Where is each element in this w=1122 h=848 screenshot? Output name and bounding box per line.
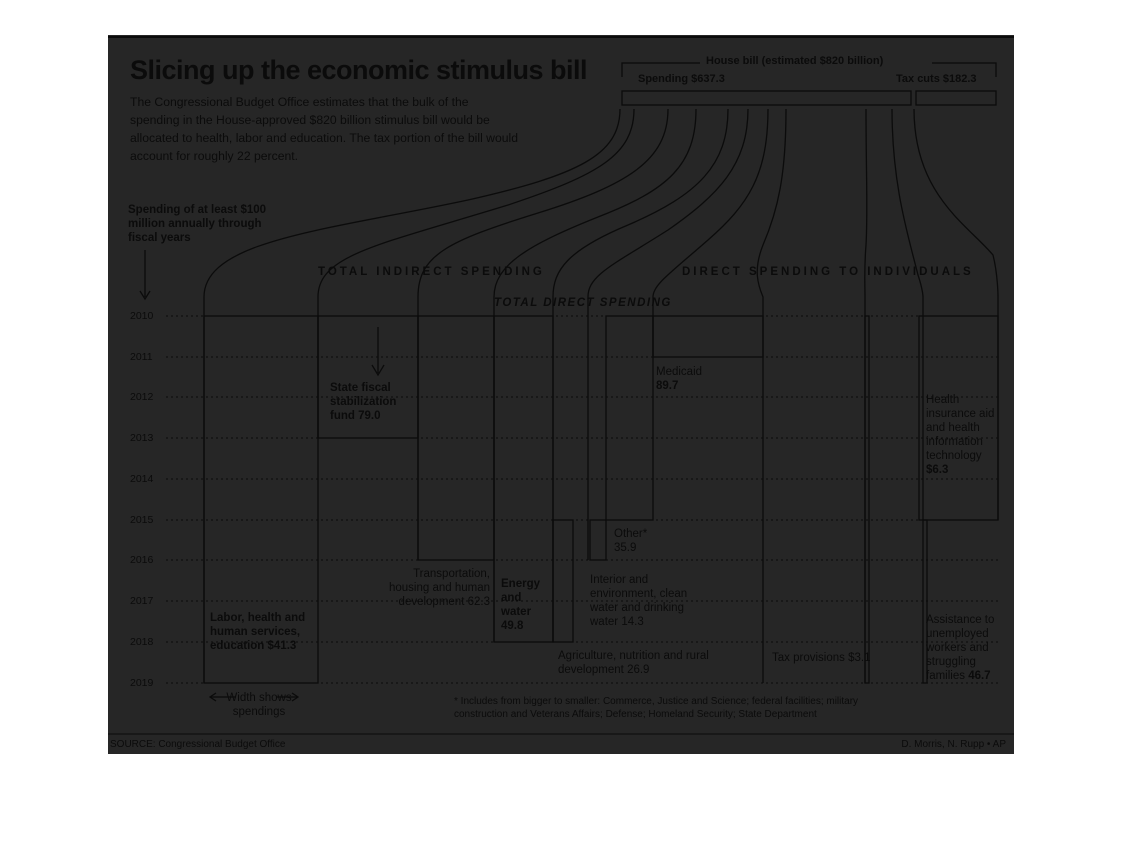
category-label-health-insurance: Health insurance aid and health information technology $6.3 <box>926 394 995 476</box>
year-label: 2011 <box>130 351 153 363</box>
source-credit: SOURCE: Congressional Budget Office <box>110 739 286 750</box>
direct-subheader: TOTAL DIRECT SPENDING <box>494 297 672 309</box>
year-label: 2014 <box>130 473 154 485</box>
category-label-other: Other* 35.9 <box>614 528 648 554</box>
category-label-labor: Labor, health and human services, education $41.3 <box>210 612 306 652</box>
year-label: 2016 <box>130 554 154 566</box>
category-label-tax-provisions: Tax provisions $3.1 <box>772 652 871 664</box>
house-bill-label: House bill (estimated $820 billion) <box>706 55 884 67</box>
year-label: 2010 <box>130 310 154 322</box>
category-label-unemployed: Assistance to unemployed workers and struggling families 46.7 <box>926 614 995 682</box>
category-label-state-fund: State fiscal stabilization fund 79.0 <box>330 382 397 422</box>
year-label: 2019 <box>130 677 154 689</box>
footnote: * Includes from bigger to smaller: Commerce, Justice and Science; federal facilities; military construction and Veterans Affairs; Defense; Homeland Security; State Department <box>454 696 859 720</box>
stimulus-infographic <box>108 35 1014 754</box>
year-label: 2013 <box>130 432 154 444</box>
category-label-medicaid: Medicaid 89.7 <box>656 366 703 392</box>
width-note: Width shows spendings <box>226 692 292 718</box>
intro-text: The Congressional Budget Office estimates that the bulk of the spending in the House-approved $820 billion stimulus bill would be allocated to health, labor and education. The tax portion of the bill would account for roughly 22 percent. <box>130 95 519 163</box>
tax-cuts-label: Tax cuts $182.3 <box>896 73 977 85</box>
author-credit: D. Morris, N. Rupp • AP <box>901 739 1006 750</box>
spending-note: Spending of at least $100 million annually through fiscal years <box>128 204 267 244</box>
year-label: 2017 <box>130 595 154 607</box>
spending-bar <box>622 91 911 105</box>
direct-header: DIRECT SPENDING TO INDIVIDUALS <box>682 266 974 278</box>
category-label-energy: Energy and water 49.8 <box>501 578 540 632</box>
tax-cuts-bar <box>916 91 996 105</box>
category-label-agriculture: Agriculture, nutrition and rural development 26.9 <box>558 650 709 676</box>
indirect-header: TOTAL INDIRECT SPENDING <box>318 266 545 278</box>
category-label-interior: Interior and environment, clean water and drinking water 14.3 <box>590 574 688 628</box>
page-title: Slicing up the economic stimulus bill <box>130 55 588 85</box>
year-label: 2018 <box>130 636 154 648</box>
spending-label: Spending $637.3 <box>638 73 725 85</box>
year-label: 2015 <box>130 514 154 526</box>
year-label: 2012 <box>130 391 154 403</box>
category-label-transportation: Transportation, housing and human development 62.3 <box>388 568 490 608</box>
